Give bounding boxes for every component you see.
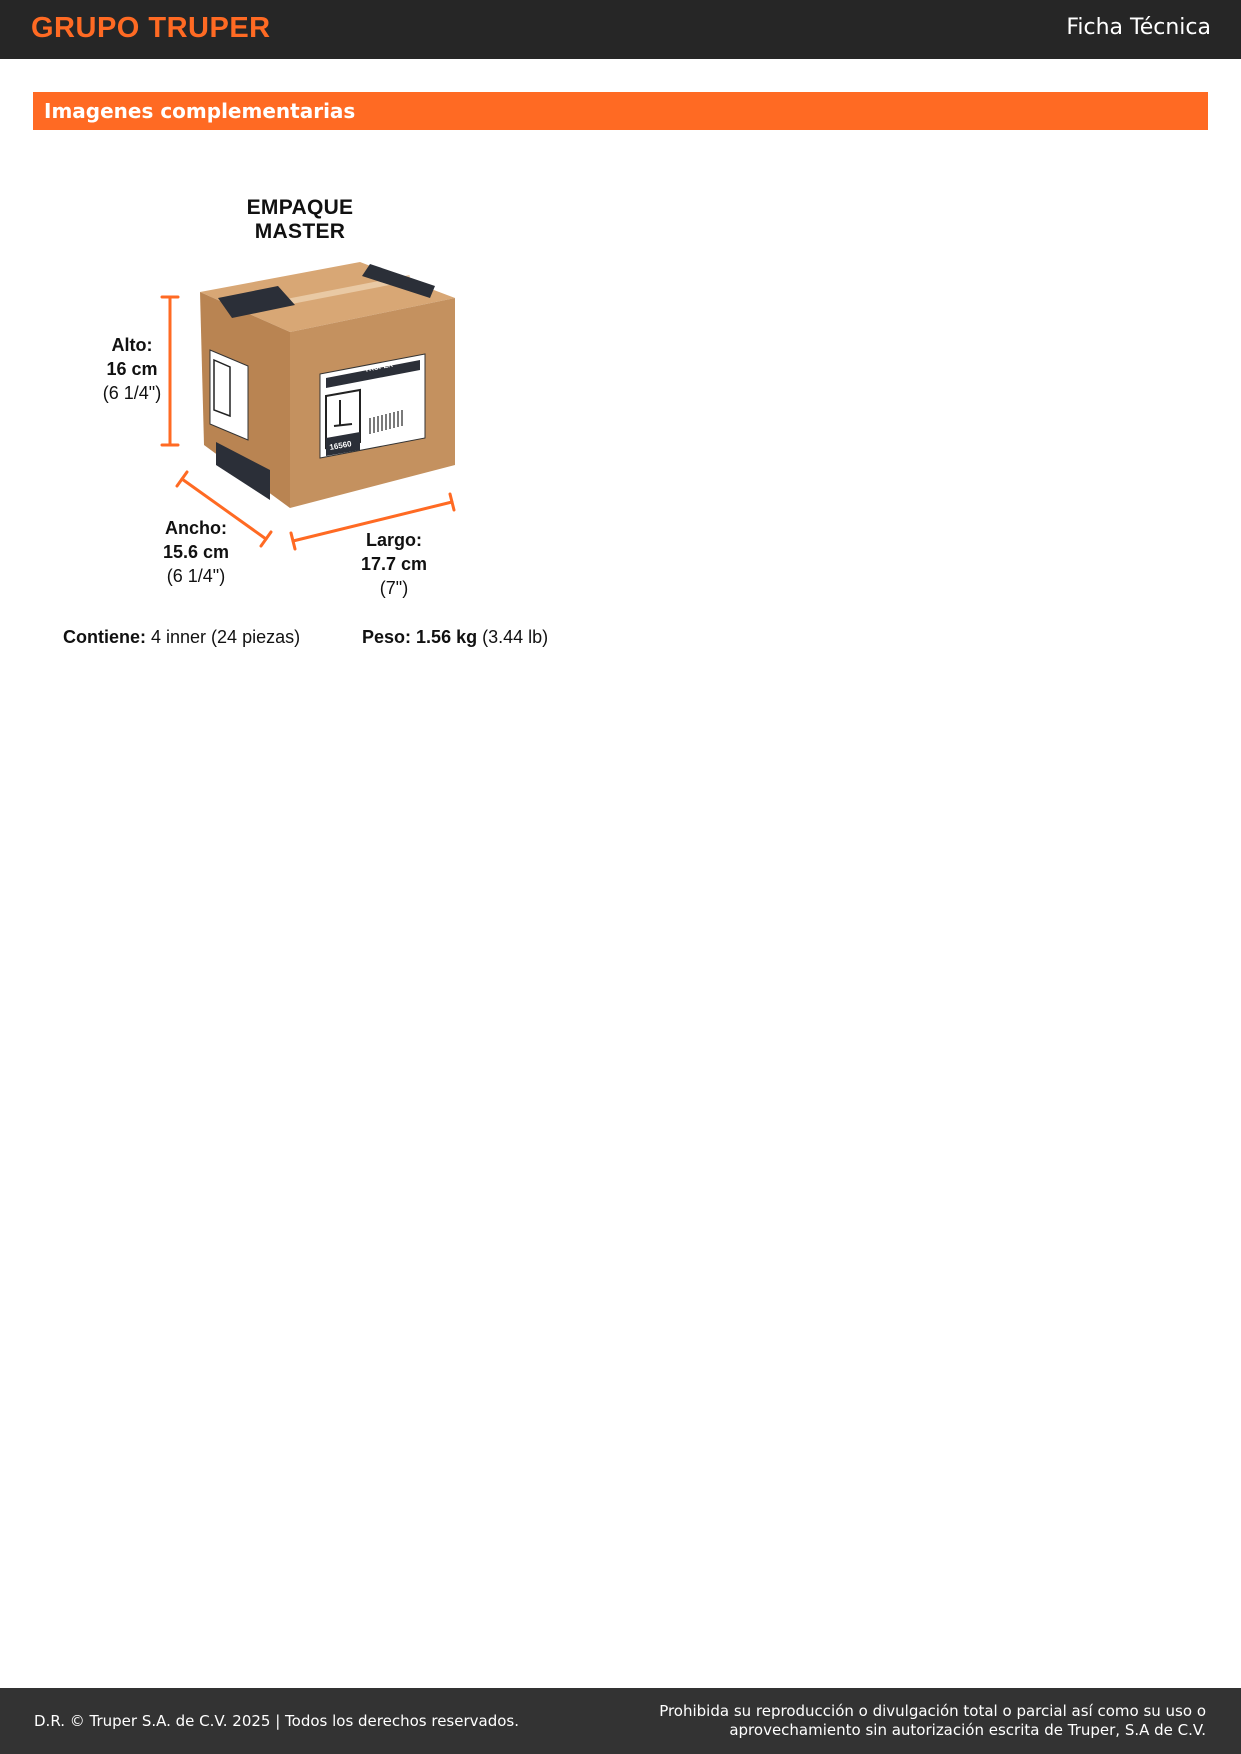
contents-info [63, 627, 300, 648]
contents-value: 4 inner (24 piezas) [151, 627, 301, 647]
legal-notice-line-2: aprovechamiento sin autorización escrita de Truper, S.A de C.V. [729, 1721, 1206, 1739]
weight-info [362, 627, 548, 648]
weight-imperial: (3.44 lb) [482, 627, 549, 647]
ancho-dimension: Ancho: 15.6 cm (6 1/4") [162, 518, 230, 586]
weight-metric: 1.56 kg [416, 627, 478, 647]
copyright-text: D.R. © Truper S.A. de C.V. 2025 | Todos los derechos reservados. [34, 1712, 519, 1730]
section-banner [33, 92, 1208, 130]
legal-notice [659, 1702, 1206, 1740]
grupo-truper-logo: GRUPO TRUPER [31, 12, 271, 44]
svg-text:16560: 16560 [328, 439, 353, 452]
page-header [0, 0, 1241, 59]
alto-dimension: Alto: 16 cm (6 1/4") [102, 335, 162, 403]
page-footer [0, 1688, 1241, 1754]
largo-dimension: Largo: 17.7 cm (7") [360, 530, 428, 598]
contents-label: Contiene: [63, 627, 146, 647]
section-title: Imagenes complementarias [44, 99, 356, 123]
svg-text:TRUPER: TRUPER [364, 361, 394, 374]
package-title: EMPAQUE MASTER [246, 196, 354, 243]
document-title: Ficha Técnica [1066, 15, 1211, 40]
weight-label: Peso: [362, 627, 412, 647]
box-side-label [210, 350, 248, 440]
legal-notice-line-1: Prohibida su reproducción o divulgación total o parcial así como su uso o [659, 1702, 1206, 1720]
